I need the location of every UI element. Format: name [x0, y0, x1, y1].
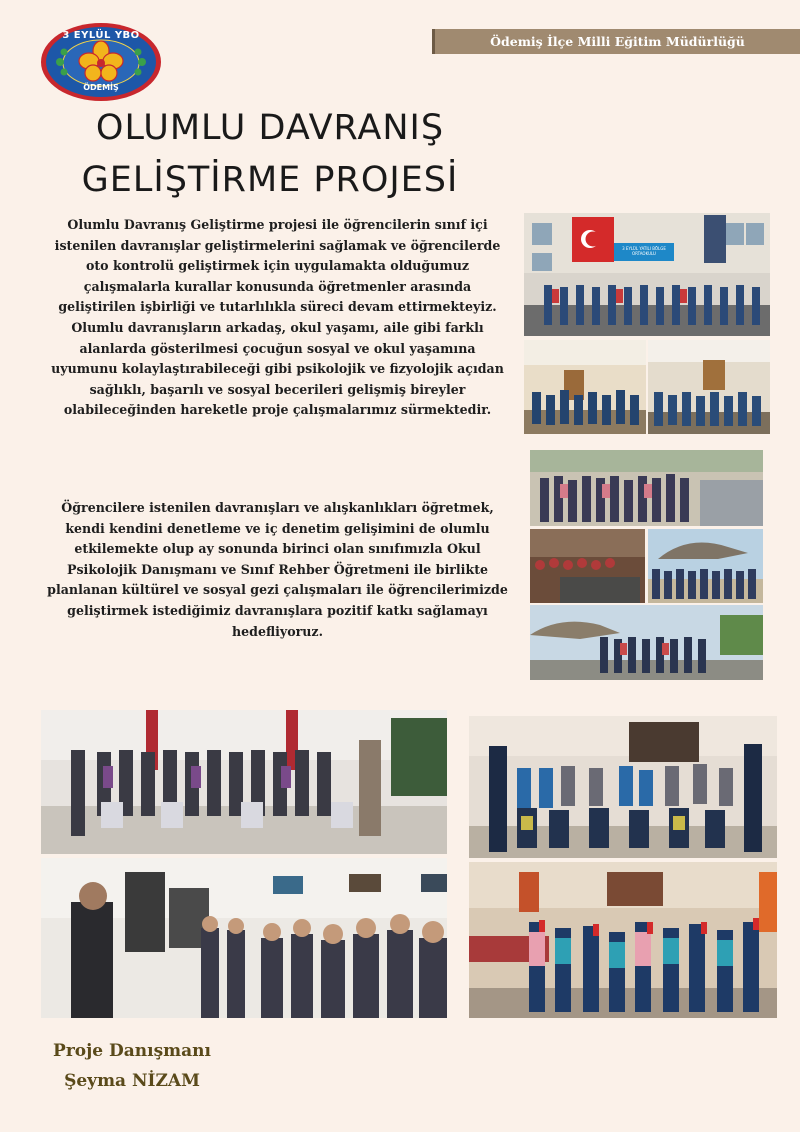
project-advisor [42, 1036, 222, 1096]
title-line-1: OLUMLU DAVRANIŞ [95, 108, 445, 148]
title-line-2: GELİŞTİRME PROJESİ [81, 160, 459, 200]
classroom-photo-2 [648, 340, 770, 434]
page-title [40, 102, 500, 206]
organization-banner [432, 29, 800, 54]
school-corridor-group-photo [469, 716, 777, 858]
outdoor-group-photo [530, 450, 763, 526]
school-sign-line-2: ORTAOKULU [632, 251, 656, 256]
school-sign-line-1: 3 EYLÜL YATILI BÖLGE [622, 246, 666, 251]
school-front-photo [524, 213, 770, 336]
dinosaur-park-photo [648, 529, 763, 603]
classroom-photo-1 [524, 340, 646, 434]
advisor-name: Şeyma NİZAM [64, 1071, 200, 1091]
hall-group-photo [41, 710, 447, 854]
paragraph-3: Öğrencilere istenilen davranışları ve alışkanlıkları öğretmek, kendi kendini denetleme ve iç denetim gelişimini de olumlu etkilemekte olup ay sonunda birinci olan sınıfımızla Okul Psikolojik Danışmanı ve Sınıf Rehber Öğretmeni ile birlikte planlanan kültürel ve sosyal gezi çalışmaları ile öğrencilerimizde geliştirmek istediğimiz davranışlara pozitif katkı sağlamayı hedefliyoruz. [47, 500, 508, 639]
organization-name: Ödemiş İlçe Milli Eğitim Müdürlüğü [490, 34, 745, 49]
students-with-snacks-photo [469, 862, 777, 1018]
logo-bottom-text: ÖDEMİŞ [83, 83, 119, 92]
paragraph-3-block [45, 498, 510, 642]
logo-top-text: 3 EYLÜL YBO [62, 30, 140, 41]
museum-tour-photo [41, 858, 447, 1018]
advisor-role: Proje Danışmanı [53, 1041, 211, 1061]
school-sign [616, 246, 672, 256]
intro-paragraphs [45, 215, 510, 421]
dinosaur-park-group-photo [530, 605, 763, 680]
paragraph-2: Olumlu davranışların arkadaş, okul yaşamı, aile gibi farklı alanlarda gösterilmesi çocuğun sosyal ve okul yaşamına uyumunu kolaylaştırabileceği gibi psikolojik ve fizyolojik açıdan sağlıklı, başarılı ve sosyal becerileri gelişmiş bireyler olabileceğinden hareketle proje çalışmalarımız sürmektedir. [51, 319, 504, 418]
paragraph-1: Olumlu Davranış Geliştirme projesi ile öğrencilerin sınıf içi istenilen davranışlar geliştirmelerini sağlamak ve öğrencilerde oto kontrolü geliştirmek için uygulamakta olduğumuz çalışmalarla kurallar konusunda öğretmenler arasında geliştirilen işbirliği ve tutarlılıkla süreci devam ettirmekteyiz. [54, 217, 501, 315]
museum-photo-1 [530, 529, 645, 603]
school-logo [40, 22, 162, 102]
